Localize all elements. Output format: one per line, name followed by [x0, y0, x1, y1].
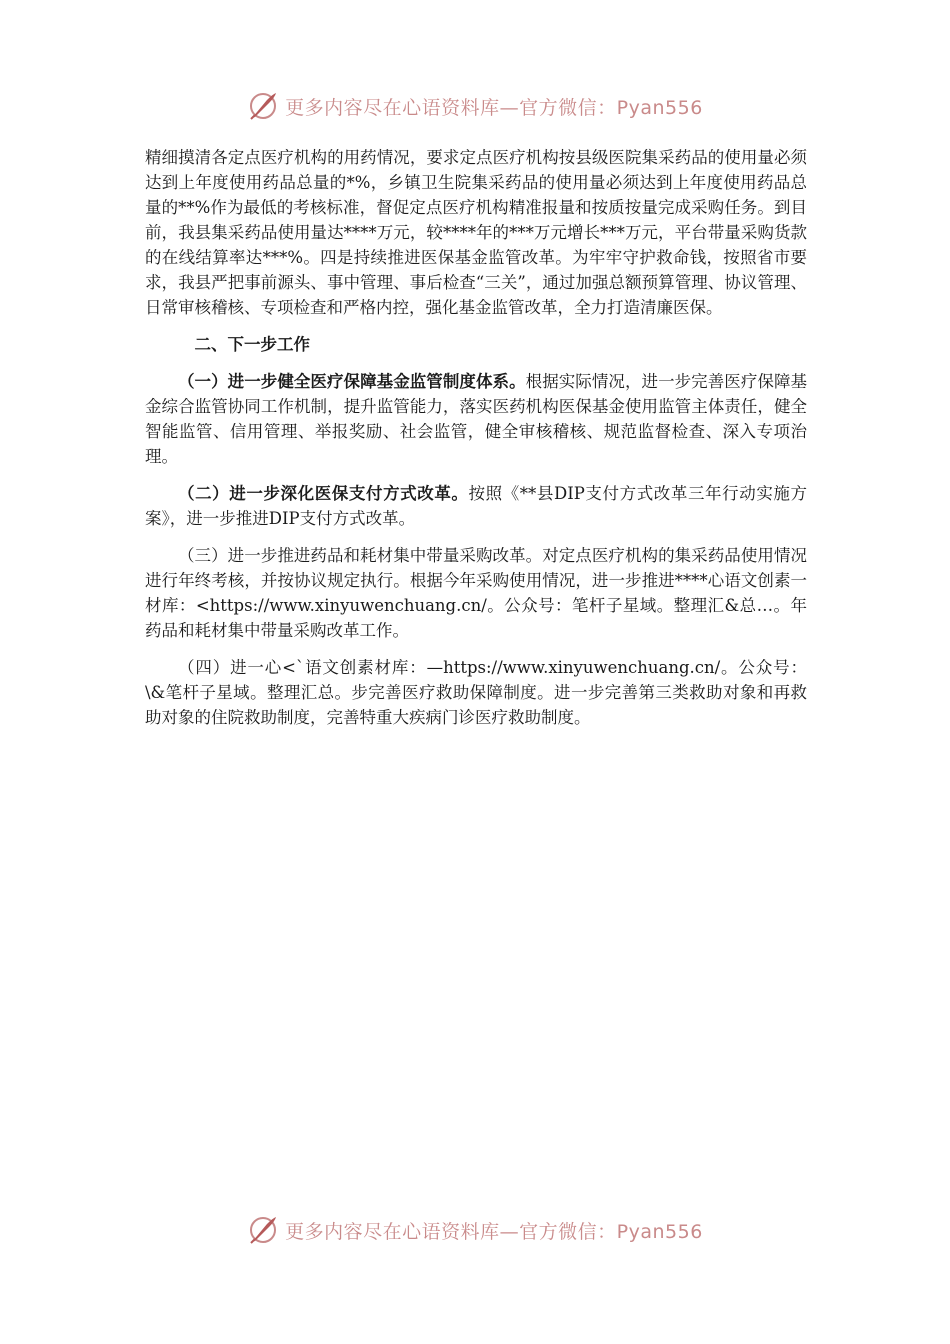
watermark-text — [285, 1217, 703, 1244]
paragraph-3 — [145, 481, 807, 531]
watermark-wechat-id: Pyan556 — [616, 1220, 703, 1243]
section-heading: 二、下一步工作 — [194, 335, 310, 354]
paragraph-2-lead: （一）进一步健全医疗保障基金监管制度体系。 — [178, 372, 526, 391]
document-body — [145, 145, 807, 742]
watermark-text-cn: 更多内容尽在心语资料库—官方微信： — [285, 1220, 617, 1243]
paragraph-2 — [145, 369, 807, 469]
header-watermark — [0, 86, 950, 126]
quill-pen-icon — [247, 1214, 279, 1246]
paragraph-3-lead: （二）进一步深化医保支付方式改革。 — [178, 484, 469, 503]
watermark-wechat-id: Pyan556 — [616, 96, 703, 119]
watermark-text-cn: 更多内容尽在心语资料库—官方微信： — [285, 96, 617, 119]
paragraph-2-body: 根据实际情况，进一步完善医疗保障基金综合监管协同工作机制，提升监管能力，落实医药机构医保基金使用监管主体责任，健全智能监管、信用管理、举报奖励、社会监管，健全审核稽核、规范监督检查、深入专项治理。 — [145, 372, 808, 466]
quill-pen-icon — [247, 90, 279, 122]
watermark-text — [285, 93, 703, 120]
paragraph-3-body: 按照《**县DIP支付方式改革三年行动实施方案》，进一步推进DIP支付方式改革。 — [145, 484, 807, 528]
paragraph-1: 精细摸清各定点医疗机构的用药情况，要求定点医疗机构按县级医院集采药品的使用量必须达到上年度使用药品总量的*%，乡镇卫生院集采药品的使用量必须达到上年度使用药品总量的**%作为最低的考核标准，督促定点医疗机构精准报量和按质按量完成采购任务。到目前，我县集采药品使用量达****万元，较****年的***万元增长***万元，平台带量采购货款的在线结算率达***%。四是持续推进医保基金监管改革。为牢牢守护救命钱，按照省市要求，我县严把事前源头、事中管理、事后检查“三关”，通过加强总额预算管理、协议管理、日常审核稽核、专项检查和严格内控，强化基金监管改革，全力打造清廉医保。 — [145, 148, 807, 317]
footer-watermark — [0, 1210, 950, 1250]
paragraph-5: （四）进一心<`语文创素材库：—https://www.xinyuwenchuang.cn/。公众号：\&笔杆子星域。整理汇总。步完善医疗救助保障制度。进一步完善第三类救助对象和再救助对象的住院救助制度，完善特重大疾病门诊医疗救助制度。 — [145, 658, 807, 727]
paragraph-4: （三）进一步推进药品和耗材集中带量采购改革。对定点医疗机构的集采药品使用情况进行年终考核，并按协议规定执行。根据今年采购使用情况，进一步推进****心语文创素一材库：<https://www.xinyuwenchuang.cn/。公众号：笔杆子星域。整理汇&总…。年药品和耗材集中带量采购改革工作。 — [145, 546, 807, 640]
